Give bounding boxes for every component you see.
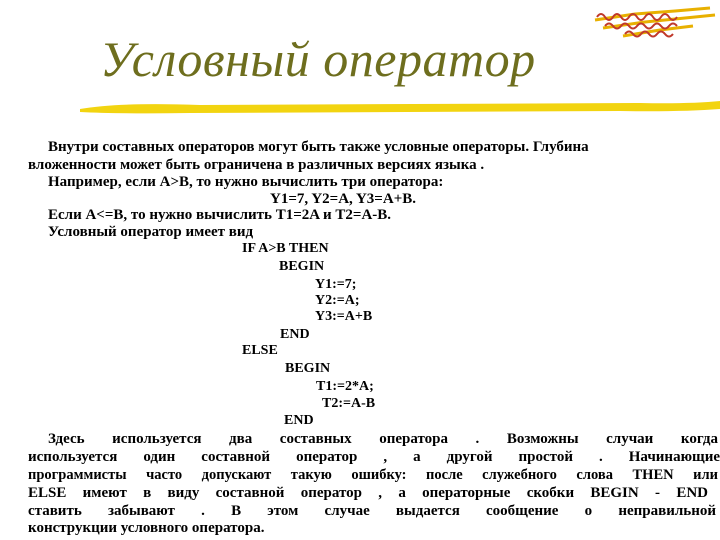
text-line-5: Если A<=B, то нужно вычислить T1=2A и T2=A-B. [48, 207, 392, 223]
code-line-begin-1: BEGIN [279, 259, 325, 274]
title-underline [80, 100, 720, 116]
text-line-6: Условный оператор имеет вид [48, 224, 254, 240]
code-line-if: IF A>B THEN [242, 241, 329, 256]
text-line-2: вложенности может быть ограничена в различных версиях языка . [28, 157, 485, 173]
text-line-4: Y1=7, Y2=A, Y3=A+B. [270, 191, 416, 207]
code-line-t2: T2:=A-B [322, 396, 376, 411]
code-line-begin-2: BEGIN [285, 361, 331, 376]
paragraph-line-3: программисты часто допускают такую ошибку: после служебного слова THEN или [28, 467, 718, 483]
code-line-end-1: END [280, 327, 310, 342]
slide-title: Условный оператор [100, 31, 536, 87]
paragraph-line-5: ставить забывают . В этом случае выдается сообщение о неправильной [28, 503, 716, 519]
code-line-end-2: END [284, 413, 314, 428]
paragraph-line-2: используется один составной оператор , а другой простой . Начинающие [28, 449, 720, 465]
code-line-y1: Y1:=7; [315, 277, 357, 292]
code-line-else: ELSE [242, 343, 278, 358]
text-line-3: Например, если A>B, то нужно вычислить три оператора: [48, 174, 444, 190]
code-line-t1: T1:=2*A; [316, 379, 374, 394]
code-line-y2: Y2:=A; [315, 293, 360, 308]
paragraph-line-6: конструкции условного оператора. [28, 520, 265, 536]
text-line-1: Внутри составных операторов могут быть также условные операторы. Глубина [48, 139, 589, 155]
paragraph-line-4: ELSE имеют в виду составной оператор , а операторные скобки BEGIN - END [28, 485, 708, 501]
code-line-y3: Y3:=A+B [315, 309, 373, 324]
paragraph-line-1: Здесь используется два составных оператора . Возможны случаи когда [48, 431, 718, 447]
decorative-scribble-icon [575, 2, 720, 44]
